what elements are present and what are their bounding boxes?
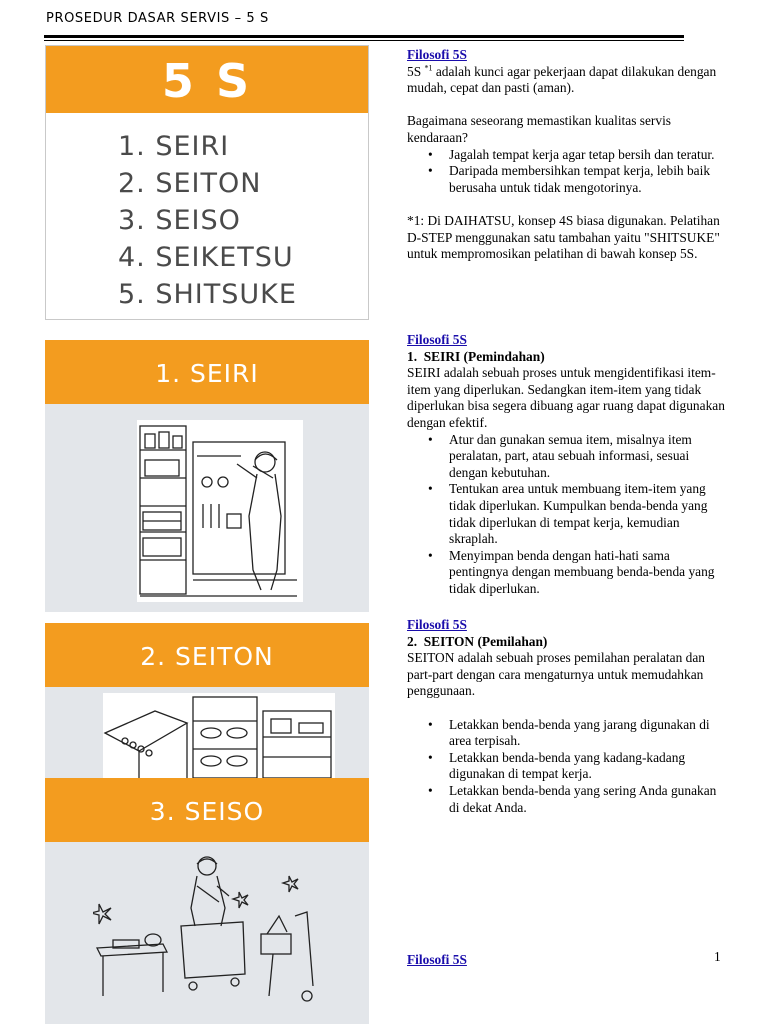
bullet-list [407,717,727,817]
section-seiri-text [407,332,727,598]
list-item: • Letakkan benda-benda yang sering Anda gunakan di dekat Anda. [449,783,727,816]
slide-title: 5 S [46,46,368,113]
list-item: • Letakkan benda-benda yang jarang digunakan di area terpisah. [449,717,727,750]
slide-seiso [45,778,369,1024]
filosofi-5s-link[interactable]: Filosofi 5S [407,47,467,62]
slide-5s-overview [45,45,369,320]
list-item: 1. SEIRI [118,131,230,162]
header-divider-thin [44,40,684,41]
bullet-list [407,432,727,598]
list-item: • Tentukan area untuk membuang item-item yang tidak diperlukan. Kumpulkan benda-benda yang tidak diperlukan di tempat kerja, kemudian skraplah. [449,481,727,547]
bullet-list [407,147,727,197]
question-paragraph: Bagaimana seseorang memastikan kualitas servis kendaraan? [407,113,672,145]
filosofi-5s-link[interactable]: Filosofi 5S [407,332,467,347]
slide-seiri [45,340,369,612]
list-item: • Atur dan gunakan semua item, misalnya item peralatan, part, atau sebuah informasi, sesuai dengan kebutuhan. [449,432,727,482]
footnote-paragraph: *1: Di DAIHATSU, konsep 4S biasa digunakan. Pelatihan D-STEP menggunakan satu tambahan yaitu "SHITSUKE" untuk mempromosikan pelatihan di bawah konsep 5S. [407,212,720,262]
seiton-illustration [103,693,335,778]
section-heading: 2. SEITON (Pemilahan) [407,633,548,649]
body-paragraph: SEITON adalah sebuah proses pemilahan peralatan dan part-part dengan cara mengaturnya untuk memudahkan penggunaan. [407,650,705,699]
page-header-title: PROSEDUR DASAR SERVIS – 5 S [46,11,269,26]
list-item: 5. SHITSUKE [118,279,297,310]
filosofi-5s-link[interactable]: Filosofi 5S [407,952,467,967]
list-item: • Letakkan benda-benda yang kadang-kadang digunakan di tempat kerja. [449,750,727,783]
filosofi-5s-link[interactable]: Filosofi 5S [407,617,467,632]
header-divider [44,35,684,38]
list-item: • Menyimpan benda dengan hati-hati sama pentingnya dengan membuang benda-benda yang tidak diperlukan. [449,548,727,598]
section-seiso-text [407,952,727,969]
slide-title: 3. SEISO [45,778,369,842]
seiso-illustration [93,856,321,1024]
list-item: 4. SEIKETSU [118,242,294,273]
section-overview-text [407,47,727,263]
slide-title: 2. SEITON [45,623,369,687]
list-item: 3. SEISO [118,205,241,236]
list-item: • Jagalah tempat kerja agar tetap bersih dan teratur. [449,147,727,164]
page-number: 1 [714,949,721,964]
five-s-list [118,128,297,313]
list-item: 2. SEITON [118,168,262,199]
slide-seiton [45,623,369,778]
body-paragraph: SEIRI adalah sebuah proses untuk mengidentifikasi item-item yang diperlukan. Sedangkan item-item yang tidak diperlukan bisa segera dibuang agar ruang dapat digunakan dengan efektif. [407,365,725,430]
slide-title: 1. SEIRI [45,340,369,404]
section-heading: 1. SEIRI (Pemindahan) [407,348,545,364]
section-seiton-text [407,617,727,816]
list-item: • Daripada membersihkan tempat kerja, lebih baik berusaha untuk tidak mengotorinya. [449,163,727,196]
intro-paragraph: 5S $^{*1}$ adalah kunci agar pekerjaan dapat dilakukan dengan mudah, cepat dan pasti (aman). [407,63,717,96]
seiri-illustration [137,420,303,602]
